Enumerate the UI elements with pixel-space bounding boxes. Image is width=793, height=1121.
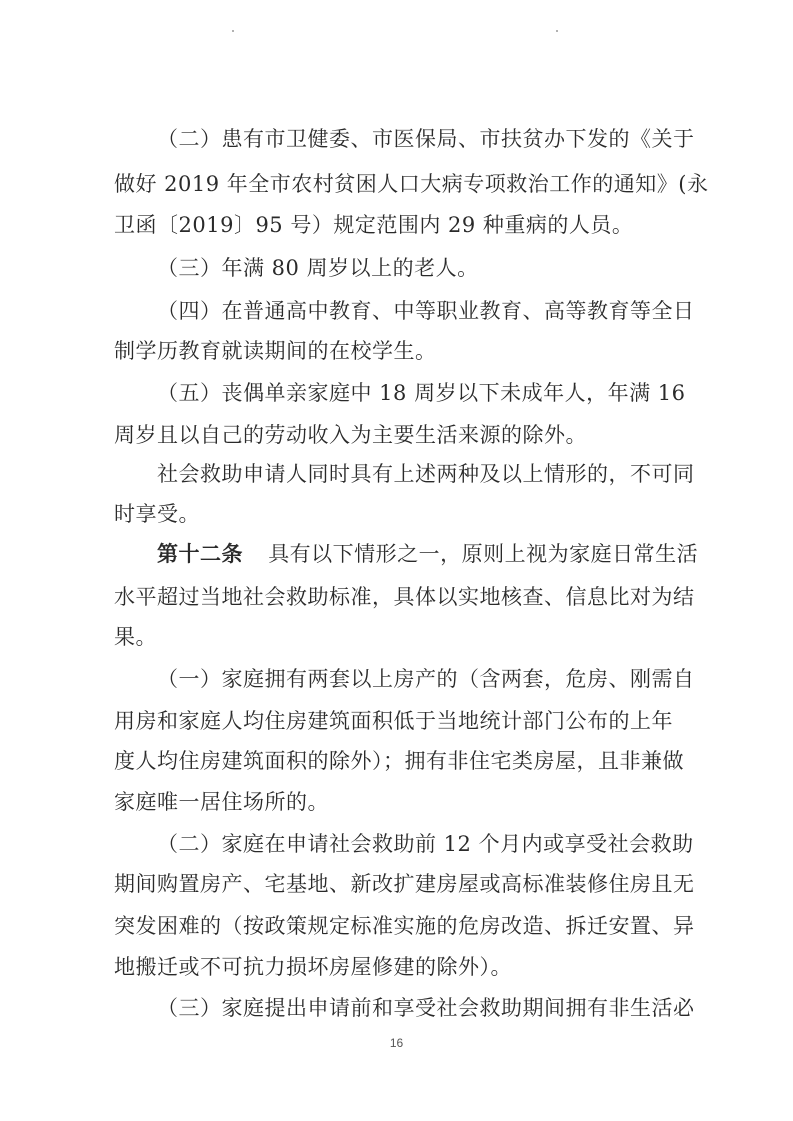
article-line [0,539,793,569]
text-line-22: （三）家庭提出申请前和享受社会救助期间拥有非生活必 [157,996,695,1020]
article-label: 第十二条 [157,542,243,566]
text-line-8: 周岁且以自己的劳动收入为主要生活来源的除外。 [114,423,587,447]
text-line-16: 度人均住房建筑面积的除外）；拥有非住宅类房屋，且非兼做 [114,749,684,773]
text-line-19: 期间购置房产、宅基地、新改扩建房屋或高标准装修住房且无 [114,872,695,896]
text-line-5: （四）在普通高中教育、中等职业教育、高等教育等全日 [157,299,695,323]
text-line-13: 果。 [114,625,157,649]
text-line-7: （五）丧偶单亲家庭中 18 周岁以下未成年人，年满 16 [157,381,686,405]
text-line-12: 水平超过当地社会救助标准，具体以实地核查、信息比对为结 [114,585,695,609]
article-text: 具有以下情形之一，原则上视为家庭日常生活 [268,542,699,566]
text-line-21: 地搬迁或不可抗力损坏房屋修建的除外）。 [114,955,512,979]
text-line-15: 用房和家庭人均住房建筑面积低于当地统计部门公布的上年 [114,709,673,733]
text-line-3: 卫函〔2019〕95 号）规定范围内 29 种重病的人员。 [114,213,634,237]
text-line-4: （三）年满 80 周岁以上的老人。 [157,256,479,280]
text-line-14: （一）家庭拥有两套以上房产的（含两套，危房、刚需自 [157,667,695,691]
text-line-10: 时享受。 [114,502,200,526]
text-line-17: 家庭唯一居住场所的。 [114,790,329,814]
text-line-18: （二）家庭在申请社会救助前 12 个月内或享受社会救助 [157,832,694,856]
text-line-9: 社会救助申请人同时具有上述两种及以上情形的，不可同 [157,462,695,486]
text-line-1: （二）患有市卫健委、市医保局、市扶贫办下发的《关于 [157,127,695,151]
page-number: 16 [389,1036,404,1050]
text-line-6: 制学历教育就读期间的在校学生。 [114,339,437,363]
text-line-2: 做好 2019 年全市农村贫困人口大病专项救治工作的通知》(永 [114,172,709,196]
scan-speck [556,30,558,32]
scan-speck [232,30,234,32]
text-line-20: 突发困难的（按政策规定标准实施的危房改造、拆迁安置、异 [114,914,695,938]
